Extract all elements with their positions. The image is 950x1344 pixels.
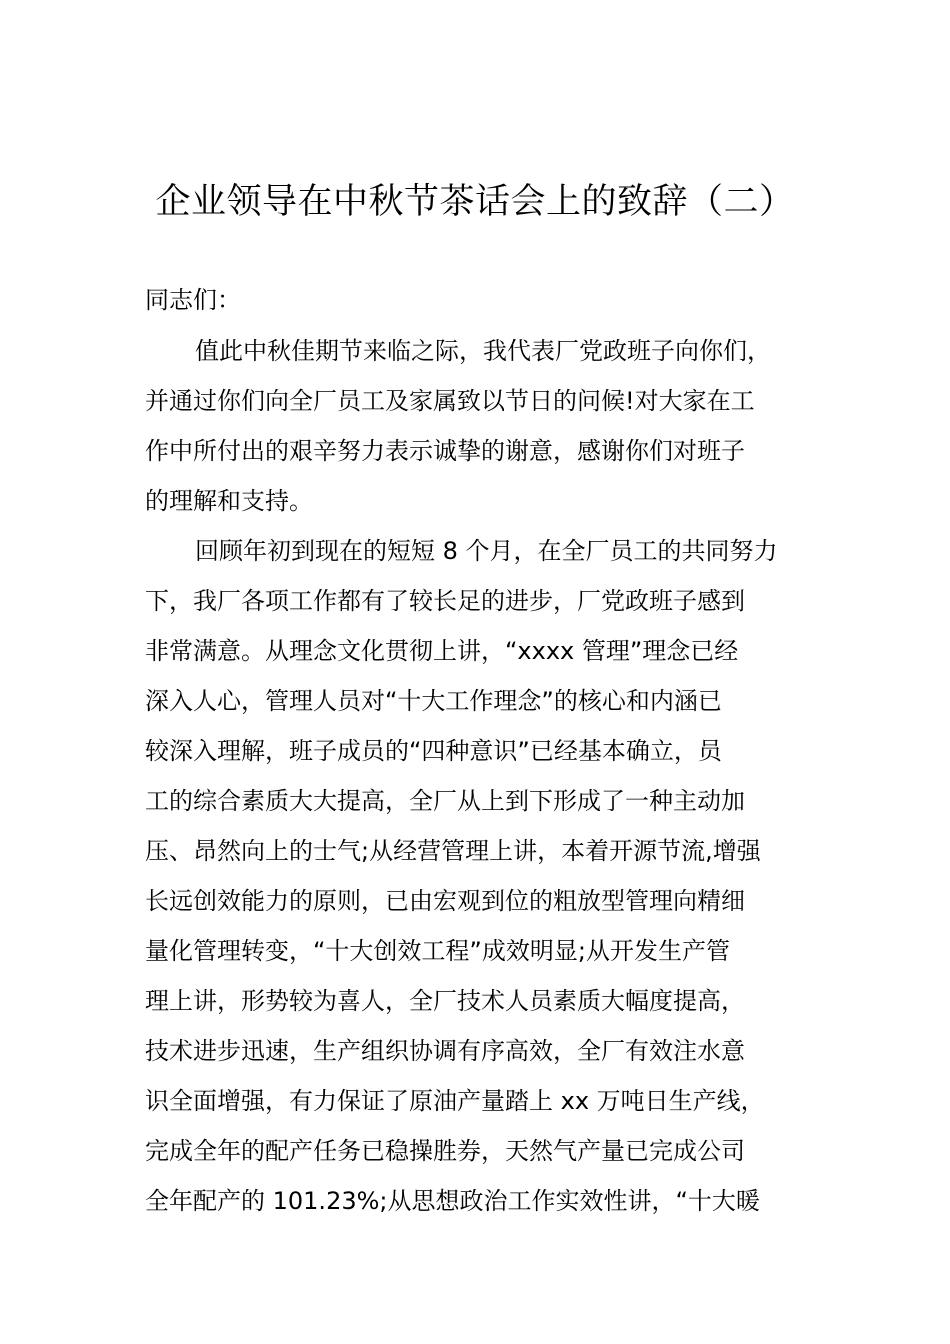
- paragraph-line: 的理解和支持。: [145, 487, 313, 515]
- paragraph-line: 技术进步迅速，生产组织协调有序高效，全厂有效注水意: [145, 1037, 745, 1065]
- paragraph-line: 并通过你们向全厂员工及家属致以节日的问候!对大家在工: [145, 387, 755, 415]
- paragraph-line: 回顾年初到现在的短短 8 个月，在全厂员工的共同努力: [195, 537, 778, 565]
- paragraph-line: 量化管理转变，“十大创效工程”成效明显;从开发生产管: [145, 937, 730, 965]
- paragraph-line: 下，我厂各项工作都有了较长足的进步，厂党政班子感到: [145, 587, 745, 615]
- paragraph-line: 较深入理解，班子成员的“四种意识”已经基本确立，员: [145, 737, 722, 765]
- paragraph-line: 非常满意。从理念文化贯彻上讲，“xxxx 管理”理念已经: [145, 637, 739, 665]
- paragraph-line: 工的综合素质大大提高，全厂从上到下形成了一种主动加: [145, 787, 745, 815]
- paragraph-review: [145, 526, 825, 1226]
- paragraph-greeting: [145, 326, 825, 526]
- document-title: 企业领导在中秋节茶话会上的致辞（二）: [155, 182, 795, 222]
- paragraph-line: 识全面增强，有力保证了原油产量踏上 xx 万吨日生产线，: [145, 1087, 765, 1115]
- paragraph-line: 值此中秋佳期节来临之际，我代表厂党政班子向你们，: [195, 337, 771, 365]
- salutation: 同志们：: [145, 286, 241, 314]
- paragraph-line: 完成全年的配产任务已稳操胜券，天然气产量已完成公司: [145, 1137, 745, 1165]
- paragraph-line: 压、昂然向上的士气;从经营管理上讲，本着开源节流,增强: [145, 837, 761, 865]
- paragraph-line: 长远创效能力的原则，已由宏观到位的粗放型管理向精细: [145, 887, 745, 915]
- paragraph-line: 理上讲，形势较为喜人，全厂技术人员素质大幅度提高，: [145, 987, 745, 1015]
- paragraph-line: 作中所付出的艰辛努力表示诚挚的谢意，感谢你们对班子: [145, 437, 745, 465]
- paragraph-line: 深入人心，管理人员对“十大工作理念”的核心和内涵已: [145, 687, 722, 715]
- paragraph-line: 全年配产的 101.23%;从思想政治工作实效性讲，“十大暖: [145, 1187, 760, 1215]
